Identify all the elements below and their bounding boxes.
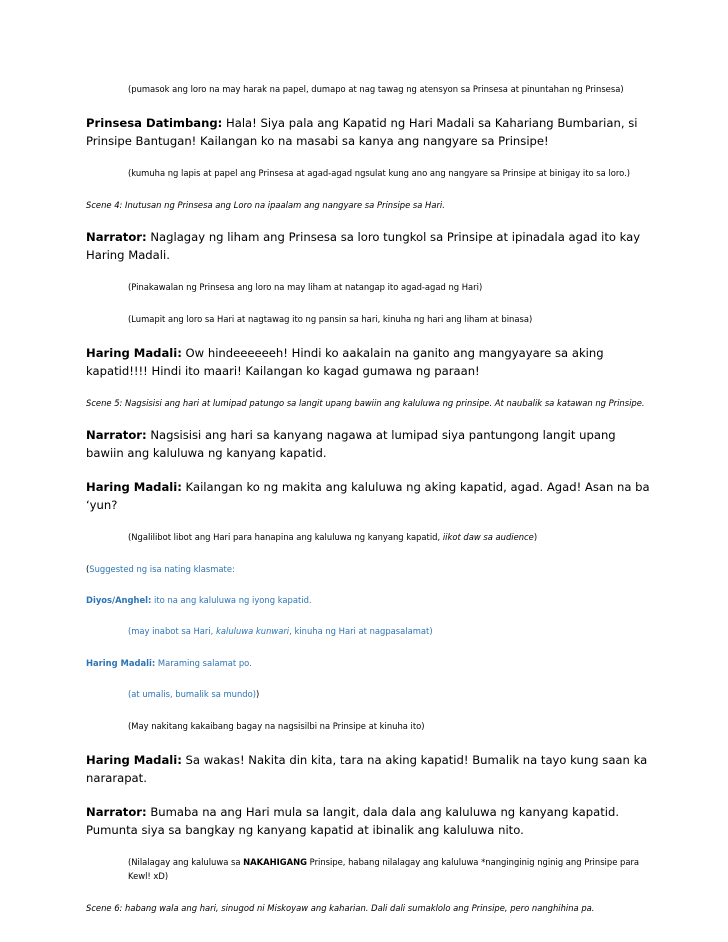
stage-text: (may inabot sa Hari, (128, 626, 217, 636)
stage-text: (Ngalilibot libot ang Hari para hanapina ang kaluluwa ng kanyang kapatid, (128, 532, 443, 542)
suggestion-note (86, 562, 656, 576)
stage-text: (at umalis, bumalik sa mundo) (128, 689, 257, 699)
speaker-name: Haring Madali: (86, 658, 156, 668)
dialogue-text: Ow hindeeeeeeh! Hindi ko aakalain na ganito ang mangyayare sa aking kapatid!!!! Hindi ito maari! Kailangan ko kagad gumawa ng paraan! (86, 346, 604, 378)
speaker-name: Haring Madali: (86, 753, 182, 767)
dialogue-line (86, 426, 656, 462)
speaker-name: Haring Madali: (86, 346, 182, 360)
dialogue-line (86, 114, 656, 150)
suggestion-text: Suggested ng isa nating klasmate: (89, 564, 235, 574)
stage-text: (Nilalagay ang kaluluwa sa (128, 857, 244, 867)
speaker-name: Narrator: (86, 230, 147, 244)
dialogue-text: Naglagay ng liham ang Prinsesa sa loro tungkol sa Prinsipe at ipinadala agad ito kay Haring Madali. (86, 230, 641, 262)
stage-text: ) (533, 532, 538, 542)
dialogue-line (86, 228, 656, 264)
dialogue-text: Nagsisisi ang hari sa kanyang nagawa at lumipad siya pantungong langit upang bawiin ang kaluluwa ng kanyang kapatid. (86, 428, 616, 460)
dialogue-text: ito na ang kaluluwa ng iyong kapatid. (151, 595, 312, 605)
speaker-name: Prinsesa Datimbang: (86, 116, 223, 130)
dialogue-line (86, 803, 656, 839)
stage-text: , kinuha ng Hari at nagpasalamat) (289, 626, 433, 636)
suggested-dialogue (86, 656, 656, 670)
speaker-name: Haring Madali: (86, 480, 182, 494)
dialogue-text: Maraming salamat po. (155, 658, 252, 668)
scene-heading: Scene 5: Nagsisisi ang hari at lumipad patungo sa langit upang bawiin ang kaluluwa ng prinsipe. At naubalik sa katawan ng Prinsipe. (86, 398, 645, 408)
stage-direction: (Lumapit ang loro sa Hari at nagtawag ito ng pansin sa hari, kinuha ng hari ang liham at binasa) (128, 314, 533, 324)
dialogue-text: Kailangan ko ng makita ang kaluluwa ng aking kapatid, agad. Agad! Asan na ba ‘yun? (86, 480, 650, 512)
stage-direction (86, 530, 656, 544)
dialogue-line (86, 344, 656, 380)
speaker-name: Narrator: (86, 428, 147, 442)
stage-italic-text: iikot daw sa audience (442, 532, 534, 542)
stage-direction: (pumasok ang loro na may harak na papel, dumapo at nag tawag ng atensyon sa Prinsesa at pinuntahan ng Prinsesa) (128, 84, 624, 94)
stage-text: Prinsipe, habang nilalagay ang kaluluwa *nanginginig nginig ang Prinsipe para Kewl! xD) (128, 857, 640, 881)
suggested-dialogue (86, 593, 656, 607)
speaker-name: Diyos/Anghel: (86, 595, 152, 605)
paren-close: ) (256, 689, 260, 699)
speaker-name: Narrator: (86, 805, 147, 819)
scene-heading: Scene 4: Inutusan ng Prinsesa ang Loro na ipaalam ang nangyare sa Prinsipe sa Hari. (86, 200, 445, 210)
dialogue-line (86, 751, 656, 787)
stage-direction (86, 855, 656, 883)
stage-italic-text: kaluluwa kunwari (216, 626, 290, 636)
dialogue-text: Bumaba na ang Hari mula sa langit, dala dala ang kaluluwa ng kanyang kapatid. Pumunta siya sa bangkay ng kanyang kapatid at ibinalik ang kaluluwa nito. (86, 805, 620, 837)
stage-direction: (May nakitang kakaibang bagay na nagsisilbi na Prinsipe at kinuha ito) (128, 721, 425, 731)
stage-direction: (kumuha ng lapis at papel ang Prinsesa at agad-agad ngsulat kung ano ang nangyare sa Prinsipe at binigay ito sa loro.) (128, 168, 631, 178)
scene-heading: Scene 6: habang wala ang hari, sinugod ni Miskoyaw ang kaharian. Dali dali sumaklolo ang Prinsipe, pero nanghihina pa. (86, 903, 595, 913)
suggested-stage-direction (86, 624, 656, 638)
dialogue-line (86, 478, 656, 514)
suggested-stage-direction (86, 687, 656, 701)
stage-bold-text: NAKAHIGANG (243, 857, 307, 867)
paren-open: ( (86, 564, 90, 574)
stage-direction: (Pinakawalan ng Prinsesa ang loro na may liham at natangap ito agad-agad ng Hari) (128, 282, 483, 292)
script-page (86, 82, 656, 931)
dialogue-text: Sa wakas! Nakita din kita, tara na aking kapatid! Bumalik na tayo kung saan ka nararapat. (86, 753, 648, 785)
dialogue-text: Hala! Siya pala ang Kapatid ng Hari Madali sa Kahariang Bumbarian, si Prinsipe Bantugan! Kailangan ko na masabi sa kanya ang nangyare sa Prinsipe! (86, 116, 638, 148)
